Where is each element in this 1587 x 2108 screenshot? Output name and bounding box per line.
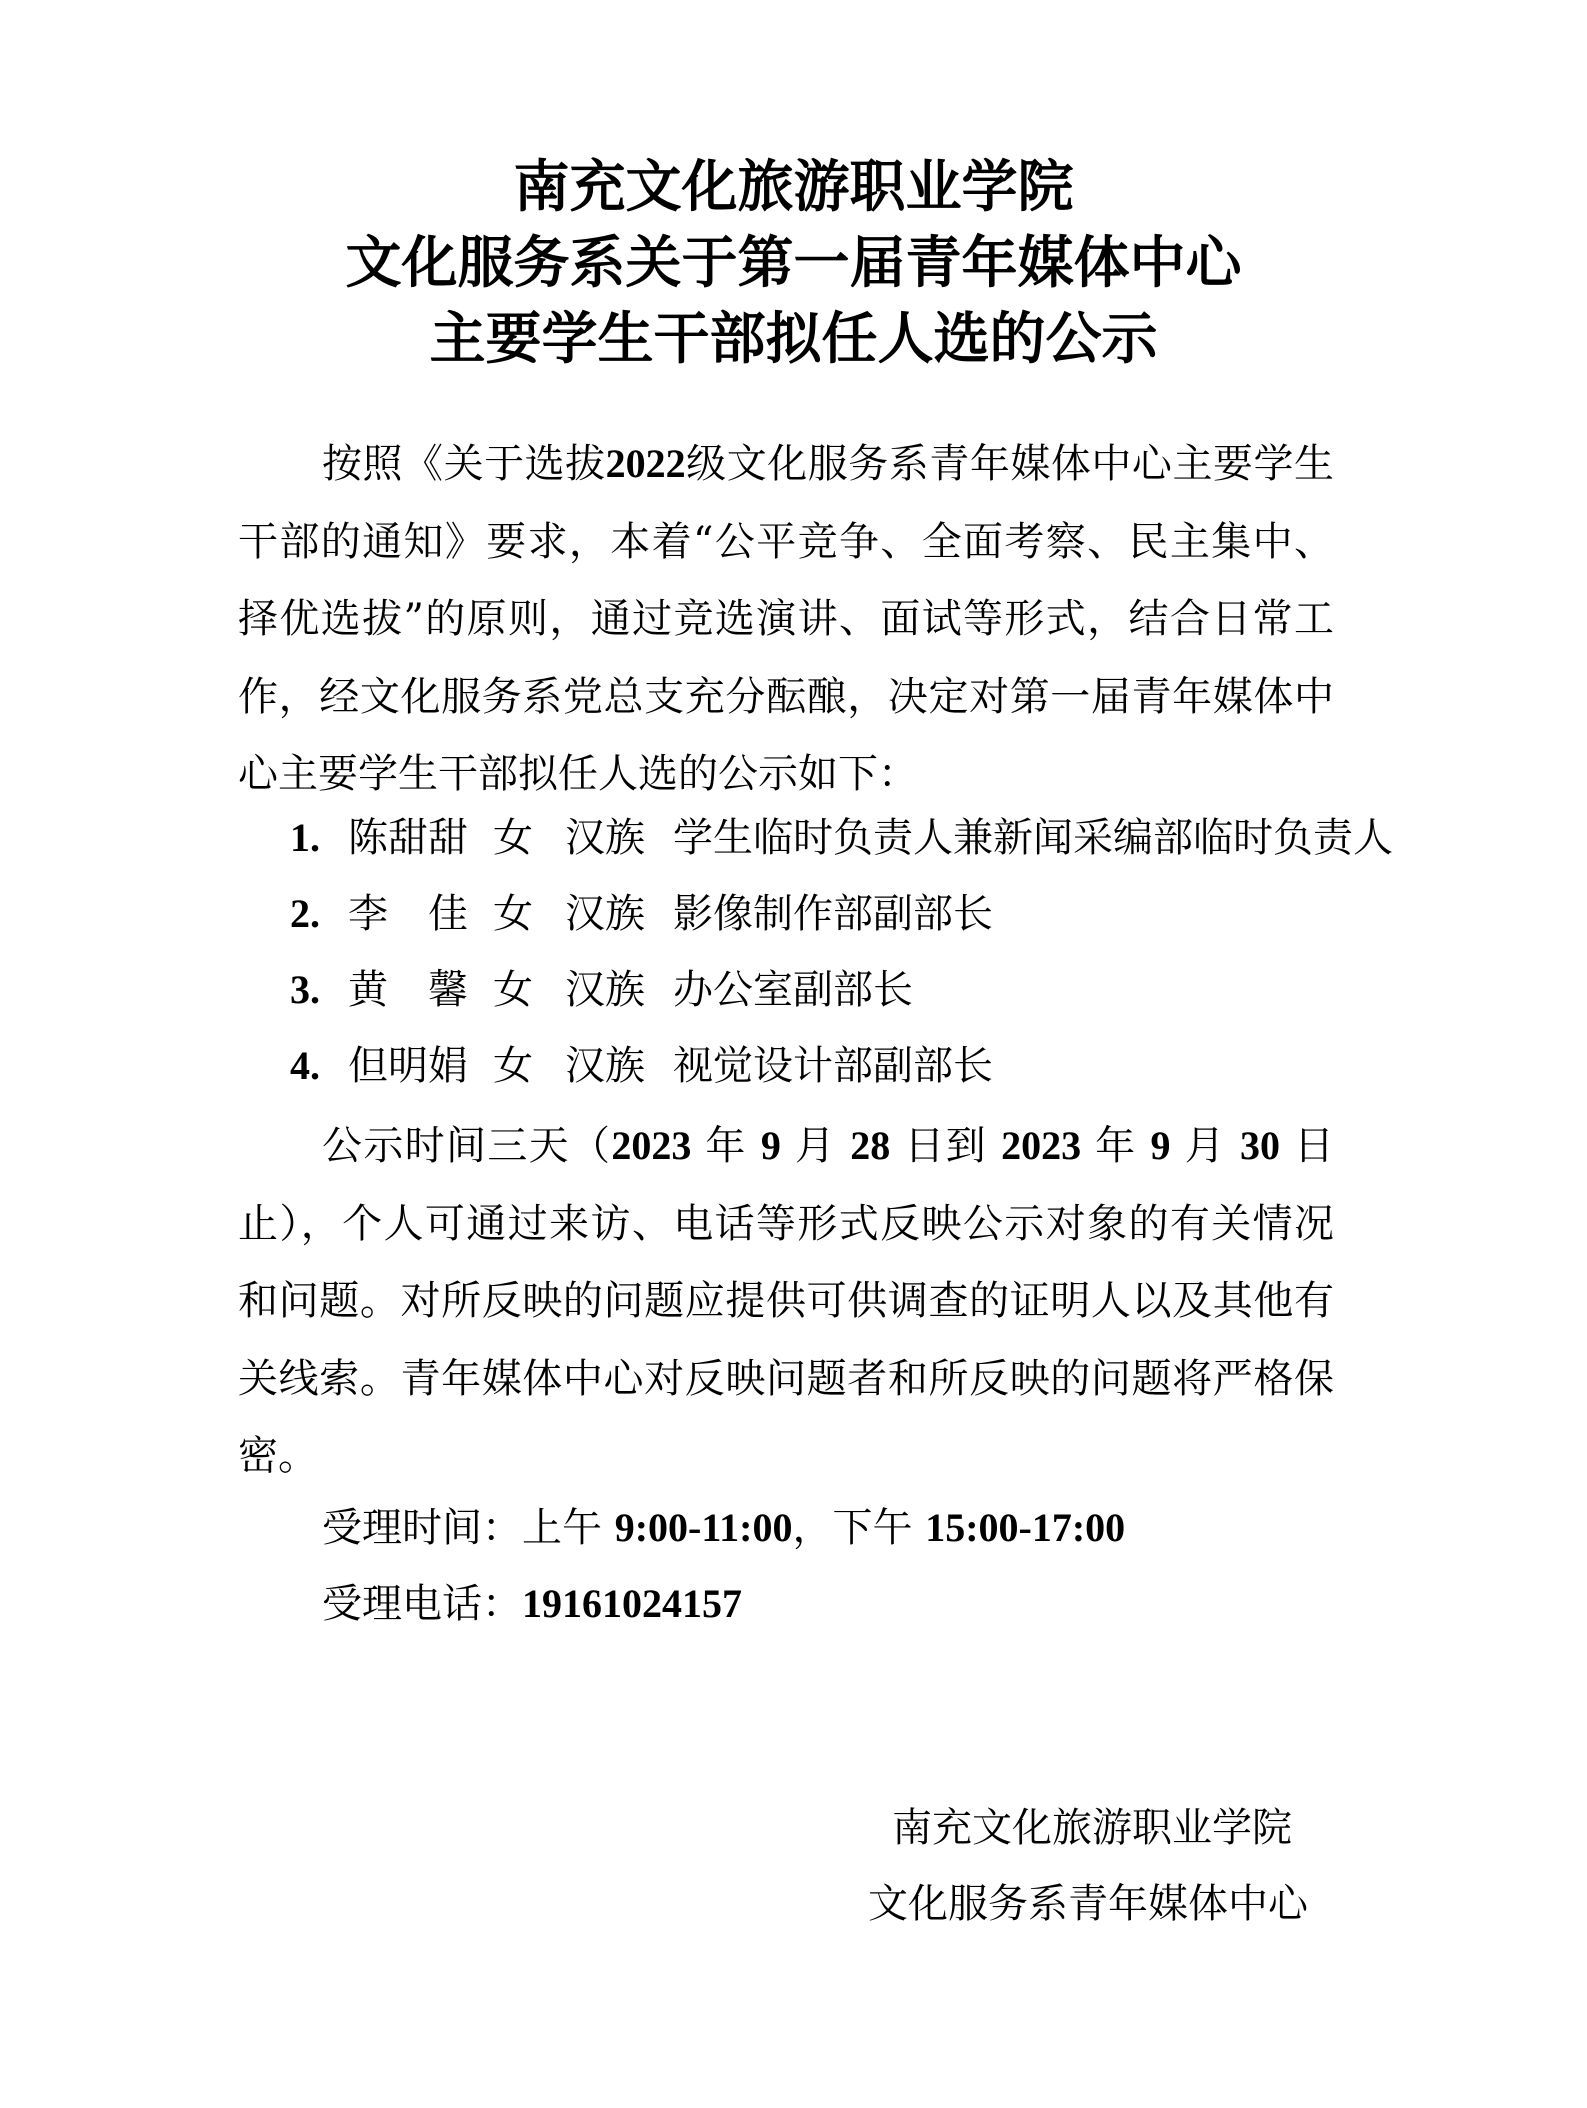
notice-text: 日到 xyxy=(890,1123,1002,1169)
intro-text-2: 级文化服务系青年媒体中心主要学生干部的通知》要求，本着“公平竞争、全面考察、民主集中、择优选拔”的原则，通过竞选演讲、面试等形式，结合日常工作，经文化服务系党总支充分酝酿，决定对第一届青年媒体中心主要学生干部拟任人选的公示如下： xyxy=(238,441,1335,797)
office-hours xyxy=(322,1490,1125,1566)
intro-text-1: 按照《关于选拔 xyxy=(322,441,606,487)
notice-text: 月 xyxy=(1170,1123,1240,1169)
candidate-name: 李 佳 xyxy=(348,891,468,937)
document-title xyxy=(0,150,1587,378)
notice-text: 年 xyxy=(1081,1123,1151,1169)
candidate-row xyxy=(290,800,1393,876)
candidate-ethnicity: 汉族 xyxy=(565,967,645,1013)
notice-text: 公示时间三天（ xyxy=(322,1123,612,1169)
title-line-1: 南充文化旅游职业学院 xyxy=(513,155,1074,220)
office-hours-label: 受理时间： xyxy=(322,1505,522,1551)
notice-day-end: 30 xyxy=(1239,1123,1280,1168)
office-hours-am: 9:00-11:00 xyxy=(614,1505,793,1550)
notice-month-start: 9 xyxy=(760,1123,781,1168)
office-hours-pm: 15:00-17:00 xyxy=(925,1505,1126,1550)
notice-text: 年 xyxy=(691,1123,761,1169)
candidate-gender: 女 xyxy=(493,891,533,937)
candidate-list xyxy=(290,800,1393,1104)
candidate-gender: 女 xyxy=(493,815,533,861)
candidate-number: 1. xyxy=(290,815,320,860)
title-line-3: 主要学生干部拟任人选的公示 xyxy=(429,307,1158,372)
candidate-name: 但明娟 xyxy=(348,1043,468,1089)
candidate-gender: 女 xyxy=(493,1043,533,1089)
intro-paragraph xyxy=(238,425,1334,814)
candidate-role: 学生临时负责人兼新闻采编部临时负责人 xyxy=(673,815,1393,861)
contact-phone-number: 19161024157 xyxy=(522,1581,742,1626)
candidate-ethnicity: 汉族 xyxy=(565,891,645,937)
signature-department: 文化服务系青年媒体中心 xyxy=(868,1881,1308,1927)
notice-year-start: 2023 xyxy=(611,1123,692,1168)
candidate-number: 4. xyxy=(290,1043,320,1088)
notice-day-start: 28 xyxy=(850,1123,891,1168)
candidate-number: 2. xyxy=(290,891,320,936)
candidate-row xyxy=(290,1028,1393,1104)
candidate-name: 陈甜甜 xyxy=(348,815,468,861)
candidate-role: 视觉设计部副部长 xyxy=(673,1043,993,1089)
candidate-gender: 女 xyxy=(493,967,533,1013)
candidate-name: 黄 馨 xyxy=(348,967,468,1013)
notice-month-end: 9 xyxy=(1150,1123,1171,1168)
candidate-row xyxy=(290,876,1393,952)
candidate-role: 影像制作部副部长 xyxy=(673,891,993,937)
candidate-role: 办公室副部长 xyxy=(673,967,913,1013)
notice-text: 日止），个人可通过来访、电话等形式反映公示对象的有关情况和问题。对所反映的问题应提供可供调查的证明人以及其他有关线索。青年媒体中心对反映问题者和所反映的问题将严格保密。 xyxy=(238,1123,1335,1479)
office-hours-am-label: 上午 xyxy=(522,1505,615,1551)
notice-paragraph xyxy=(238,1107,1334,1496)
notice-year-end: 2023 xyxy=(1001,1123,1082,1168)
candidate-row xyxy=(290,952,1393,1028)
candidate-ethnicity: 汉族 xyxy=(565,815,645,861)
office-hours-pm-label: ，下午 xyxy=(792,1505,926,1551)
intro-year: 2022 xyxy=(605,441,686,486)
notice-text: 月 xyxy=(780,1123,851,1169)
signature-institution: 南充文化旅游职业学院 xyxy=(892,1805,1292,1851)
candidate-number: 3. xyxy=(290,967,320,1012)
contact-phone-label: 受理电话： xyxy=(322,1581,522,1627)
candidate-ethnicity: 汉族 xyxy=(565,1043,645,1089)
title-line-2: 文化服务系关于第一届青年媒体中心 xyxy=(345,231,1242,296)
contact-phone xyxy=(322,1566,742,1642)
